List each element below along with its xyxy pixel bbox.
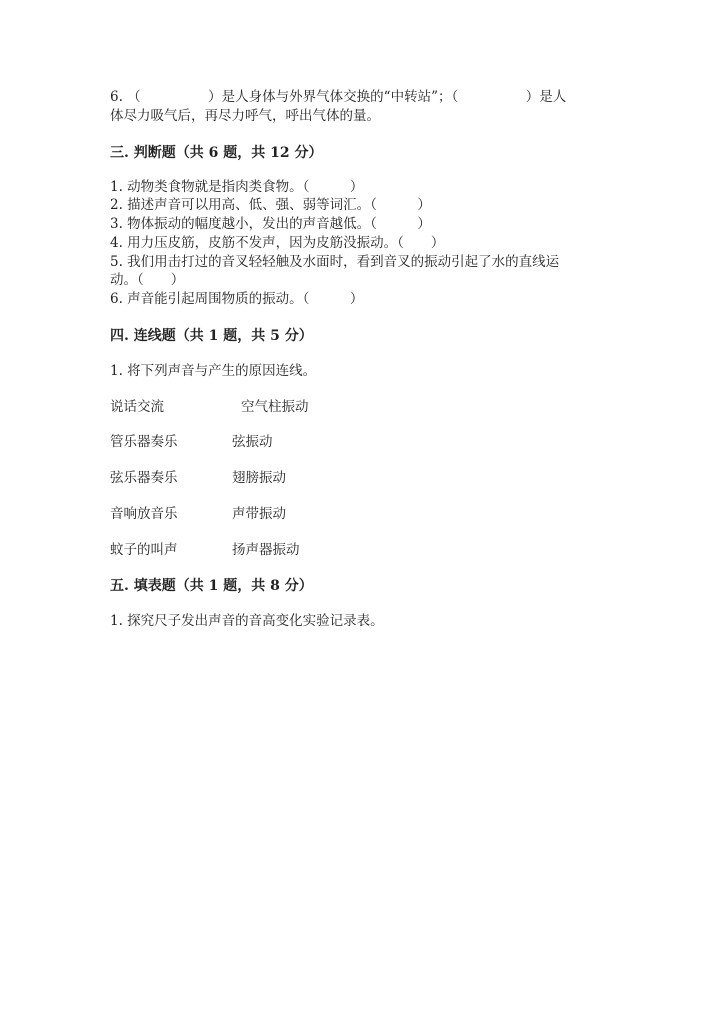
match-left-1: 说话交流 (110, 399, 164, 415)
section-4-heading: 四. 连线题（共 1 题，共 5 分） (110, 328, 313, 344)
match-right-2: 弦振动 (232, 434, 273, 450)
judge-item-5-line-1: 5. 我们用击打过的音叉轻轻触及水面时，看到音叉的振动引起了水的直线运 (110, 254, 560, 270)
question-6-line-2: 体尽力吸气后，再尽力呼气，呼出气体的量。 (110, 108, 380, 124)
judge-item-2: 2. 描述声音可以用高、低、强、弱等词汇。（ ） (110, 197, 431, 213)
judge-item-1: 1. 动物类食物就是指肉类食物。（ ） (110, 179, 364, 195)
match-right-3: 翅膀振动 (232, 470, 286, 486)
question-6-line-1: 6. （ ）是人身体与外界气体交换的“中转站”；（ ）是人 (110, 89, 567, 105)
match-left-4: 音响放音乐 (110, 506, 178, 522)
section-5-heading: 五. 填表题（共 1 题，共 8 分） (110, 578, 313, 594)
match-left-3: 弦乐器奏乐 (110, 470, 178, 486)
judge-item-3: 3. 物体振动的幅度越小，发出的声音越低。（ ） (110, 216, 431, 232)
match-right-4: 声带振动 (232, 506, 286, 522)
matching-question: 1. 将下列声音与产生的原因连线。 (110, 363, 317, 379)
match-right-5: 扬声器振动 (232, 542, 300, 558)
judge-item-5-line-2: 动。（ ） (110, 272, 185, 288)
section-3-heading: 三. 判断题（共 6 题，共 12 分） (110, 145, 323, 161)
judge-item-6: 6. 声音能引起周围物质的振动。（ ） (110, 291, 364, 307)
match-right-1: 空气柱振动 (241, 399, 309, 415)
judge-item-4: 4. 用力压皮筋，皮筋不发声，因为皮筋没振动。（ ） (110, 235, 445, 251)
match-left-2: 管乐器奏乐 (110, 434, 178, 450)
table-question: 1. 探究尺子发出声音的音高变化实验记录表。 (110, 613, 384, 629)
match-left-5: 蚊子的叫声 (110, 542, 178, 558)
